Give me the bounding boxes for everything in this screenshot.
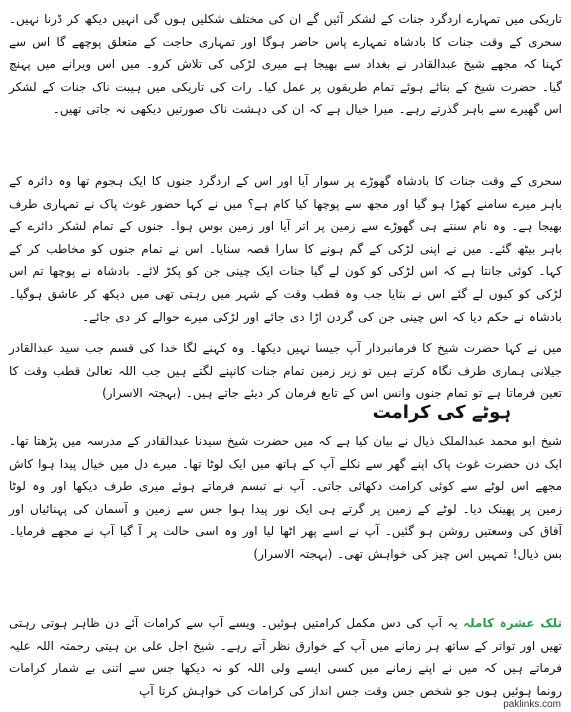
- paragraph-2-text: سحری کے وقت جنات کا بادشاہ گھوڑے پر سوار آیا اور اس کے اردگرد جنوں کا ایک ہجوم تھا وہ دائرہ کے باہر میرے سامنے کھڑا ہو گیا اور مجھ سے پوچھا کیا کام ہے؟ میں نے کہا حضور غوث پاک نے تمہاری طرف بھیجا ہے۔ وہ نام سنتے ہی گھوڑے سے زمین پر اتر آیا اور زمین بوس ہوا۔ جنوں کے تمام لشکر دائرے کے باہر بیٹھ گئے۔ میں نے اپنی لڑکی کے گم ہونے کا سارا قصہ سنایا۔ اس نے تمام جنوں کو مخاطب کر کے کہا۔ کوئی جانتا ہے کہ اس لڑکی کو کون لے گیا جنات ایک چینی جن کو پکڑ لائے۔ بادشاہ نے پوچھا تم اس لڑکی کو کیوں لے گئے اس نے بتایا جب وہ قطب وقت کے شہر میں رہتی تھی میں دیکھ کر عاشق ہوگیا۔ بادشاہ نے حکم دیا کہ اس چینی جن کی گردن اڑا دی جائے اور لڑکی میرے حوالے کر دی جائے۔: [9, 174, 562, 324]
- paragraph-4-text: شیخ ابو محمد عبدالملک ذیال نے بیان کیا ہے کہ میں حضرت شیخ سیدنا عبدالقادر کے مدرسہ میں پڑھتا تھا۔ ایک دن حضرت غوث پاک اپنے گھر سے نکلے آپ کے ہاتھ میں ایک لوٹا تھا۔ میرے دل میں خیال پیدا ہوا کاش مجھے اس لوٹے سے کوئی کرامت دکھائی جاتی۔ آپ نے تبسم فرماتے ہوئے میری طرف دیکھا اور وہ لوٹا زمین پر پھینک دیا۔ لوٹے کے زمین پر گرتے ہی ایک نور پیدا ہوا جس سے زمین و آسمان کی پہنائیاں اور آفاق کی وسعتیں روشن ہو گئیں۔ آپ نے اسے پھر اٹھا لیا اور وہ اسی حالت پر آ گیا آپ نے مجھے فرمایا۔ بس ذیال! تمہیں اس چیز کی خواہش تھی۔: [9, 434, 562, 561]
- paragraph-4: [0, 430, 571, 566]
- paragraph-2: [0, 170, 571, 328]
- site-watermark: paklinks.com: [503, 699, 561, 710]
- paragraph-3: [0, 337, 571, 405]
- highlight-phrase: تلک عشرہ کاملہ: [463, 616, 563, 630]
- ref: (بہجتہ الاسرار): [102, 386, 182, 401]
- section-heading: ہوٹے کی کرامت: [372, 402, 511, 423]
- paragraph-5-text: یہ آپ کی دس مکمل کرامتیں ہوئیں۔ ویسے آپ سے کرامات آئے دن ظاہر ہوتی رہتی تھیں اور تواتر کے ساتھ ہر زمانے میں آپ کے خوارق نظر آتے رہے۔ شیخ اجل علی بن ہیتی رحمتہ اللہ علیہ فرماتے ہیں کہ میں نے اپنے زمانے میں کسی ایسے ولی اللہ کو نہ دیکھا جس سے اتنی بے شمار کرامات رونما ہوئیں ہوں جو شخص جس وقت جس انداز کی کرامات کی خواہش کرتا آپ: [9, 616, 562, 698]
- paragraph-1: [0, 8, 571, 121]
- paragraph-1-text: تاریکی میں تمہارے اردگرد جنات کے لشکر آئیں گے ان کی مختلف شکلیں ہوں گی انہیں دیکھ کر ڈرنا نہیں۔ سحری کے وقت جنات کا بادشاہ تمہارے پاس حاضر ہوگا اور تمہاری حاجت کے متعلق پوچھے گا اس سے کہنا کہ مجھے شیخ عبدالقادر نے بغداد سے بھیجا ہے میری لڑکی کی تلاش کرو۔ میں اس ویرانے میں پہنچ گیا۔ حضرت شیخ کے بتائے ہوئے تمام طریقوں پر عمل کیا۔ رات کی تاریکی میں ہیبت ناک جنات کے لشکر اس گھیرے سے باہر گذرتے رہے۔ میرا خیال ہے کہ ان کی دہشت ناک صورتیں دیکھی نہ جاتی تھیں۔: [9, 12, 563, 117]
- paragraph-5: [0, 612, 571, 702]
- paragraph-3-text: میں نے کہا حضرت شیخ کا فرمانبردار آپ جیسا نہیں دیکھا۔ وہ کہنے لگا خدا کی قسم جب سید عبدالقادر جیلانی ہماری طرف نگاہ کرتے ہیں تو زیر زمین تمام جنات کانپنے لگتے ہیں جب اللہ تعالیٰ قطب وقت کا تعین فرماتا ہے تو تمام جنوں وانس اس کے تابع فرمان کر دیئے جاتے ہیں۔: [9, 341, 562, 401]
- ref: (بہجتہ الاسرار): [253, 546, 333, 561]
